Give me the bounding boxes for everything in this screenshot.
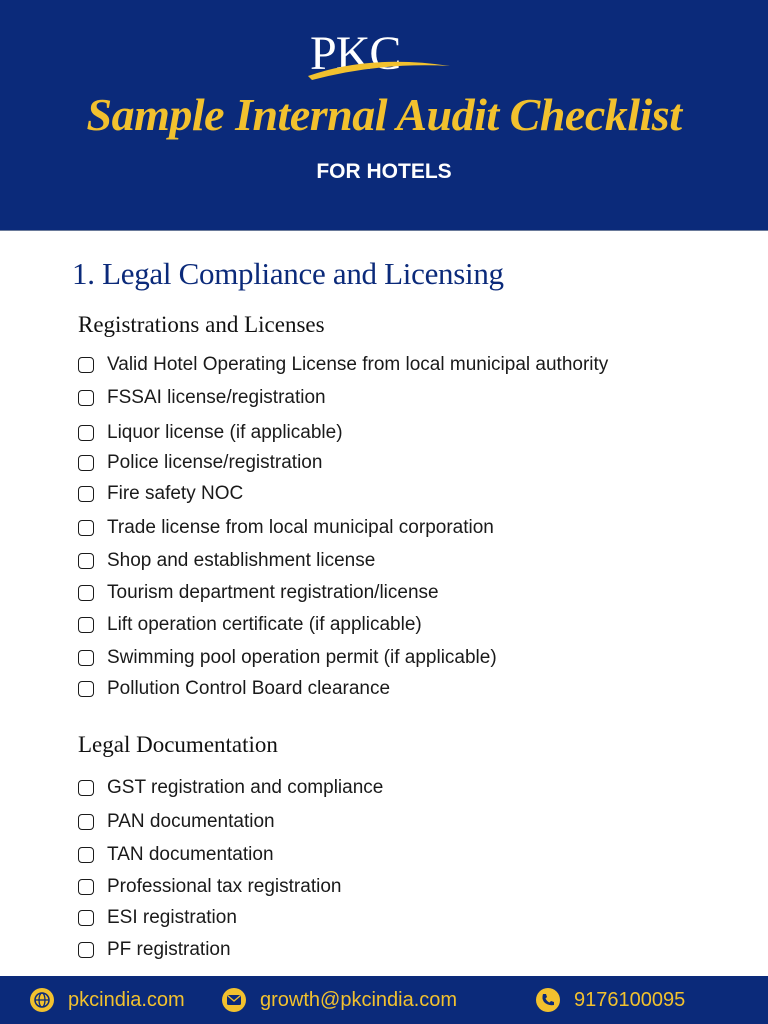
- page-title: Sample Internal Audit Checklist: [86, 89, 682, 140]
- email-text: growth@pkcindia.com: [260, 988, 458, 1011]
- checklist-item-label: PF registration: [107, 939, 231, 960]
- section-title: 1. Legal Compliance and Licensing: [72, 256, 504, 291]
- checklist-item-label: GST registration and compliance: [107, 777, 384, 798]
- checklist-item-label: Pollution Control Board clearance: [107, 678, 391, 699]
- checkbox[interactable]: [78, 650, 94, 666]
- checklist-item-label: Police license/registration: [107, 452, 323, 473]
- page-subtitle: FOR HOTELS: [316, 160, 452, 183]
- checklist-item[interactable]: [78, 810, 275, 834]
- checklist-item-label: Professional tax registration: [107, 876, 342, 897]
- checkbox[interactable]: [78, 681, 94, 697]
- checklist-item[interactable]: [78, 451, 322, 475]
- checklist-item[interactable]: [78, 353, 608, 377]
- group-heading-registrations: Registrations and Licenses: [78, 312, 325, 337]
- phone-link[interactable]: [536, 986, 685, 1014]
- checkbox[interactable]: [78, 486, 94, 502]
- checkbox[interactable]: [78, 390, 94, 406]
- checklist-item[interactable]: [78, 843, 274, 867]
- mail-icon: [222, 988, 246, 1012]
- checklist-item-label: ESI registration: [107, 907, 237, 928]
- checklist-item-label: Trade license from local municipal corporation: [107, 517, 494, 538]
- checklist-item[interactable]: [78, 677, 390, 701]
- logo-swoosh-icon: [300, 24, 460, 94]
- checklist-item[interactable]: [78, 516, 494, 540]
- checklist-item[interactable]: [78, 776, 383, 800]
- group-heading-legal-documentation: Legal Documentation: [78, 732, 278, 757]
- checkbox[interactable]: [78, 553, 94, 569]
- checkbox[interactable]: [78, 942, 94, 958]
- checklist-item-label: PAN documentation: [107, 811, 275, 832]
- checkbox[interactable]: [78, 585, 94, 601]
- checklist-item-label: Swimming pool operation permit (if applicable): [107, 647, 497, 668]
- checklist-item[interactable]: [78, 646, 497, 670]
- contact-footer: [0, 976, 768, 1024]
- checklist-item[interactable]: [78, 482, 243, 506]
- phone-text: 9176100095: [574, 988, 686, 1011]
- logo-text: PKC: [310, 27, 401, 80]
- checklist-item[interactable]: [78, 906, 237, 930]
- checkbox[interactable]: [78, 455, 94, 471]
- checklist-item-label: Shop and establishment license: [107, 550, 376, 571]
- checklist-item-label: TAN documentation: [107, 844, 274, 865]
- checklist-item[interactable]: [78, 613, 422, 637]
- header-banner: [0, 0, 768, 231]
- checkbox[interactable]: [78, 910, 94, 926]
- checklist-item[interactable]: [78, 386, 326, 410]
- checkbox[interactable]: [78, 357, 94, 373]
- checklist-item[interactable]: [78, 875, 341, 899]
- checklist-item-label: Tourism department registration/license: [107, 582, 439, 603]
- phone-icon: [536, 988, 560, 1012]
- globe-icon: [30, 988, 54, 1012]
- checklist-item-label: Valid Hotel Operating License from local municipal authority: [107, 354, 609, 375]
- checklist-item[interactable]: [78, 549, 375, 573]
- checkbox[interactable]: [78, 780, 94, 796]
- pkc-logo: [300, 24, 460, 94]
- checklist-item-label: Liquor license (if applicable): [107, 422, 343, 443]
- checklist-item-label: Lift operation certificate (if applicable): [107, 614, 422, 635]
- checkbox[interactable]: [78, 520, 94, 536]
- checkbox[interactable]: [78, 847, 94, 863]
- checkbox[interactable]: [78, 617, 94, 633]
- checklist-item[interactable]: [78, 421, 343, 445]
- website-text: pkcindia.com: [68, 988, 185, 1011]
- email-link[interactable]: [222, 986, 457, 1014]
- checkbox[interactable]: [78, 814, 94, 830]
- checklist-item[interactable]: [78, 581, 439, 605]
- checkbox[interactable]: [78, 425, 94, 441]
- checklist-item-label: Fire safety NOC: [107, 483, 244, 504]
- checkbox[interactable]: [78, 879, 94, 895]
- checklist-item-label: FSSAI license/registration: [107, 387, 326, 408]
- checklist-item[interactable]: [78, 938, 231, 962]
- website-link[interactable]: [30, 986, 185, 1014]
